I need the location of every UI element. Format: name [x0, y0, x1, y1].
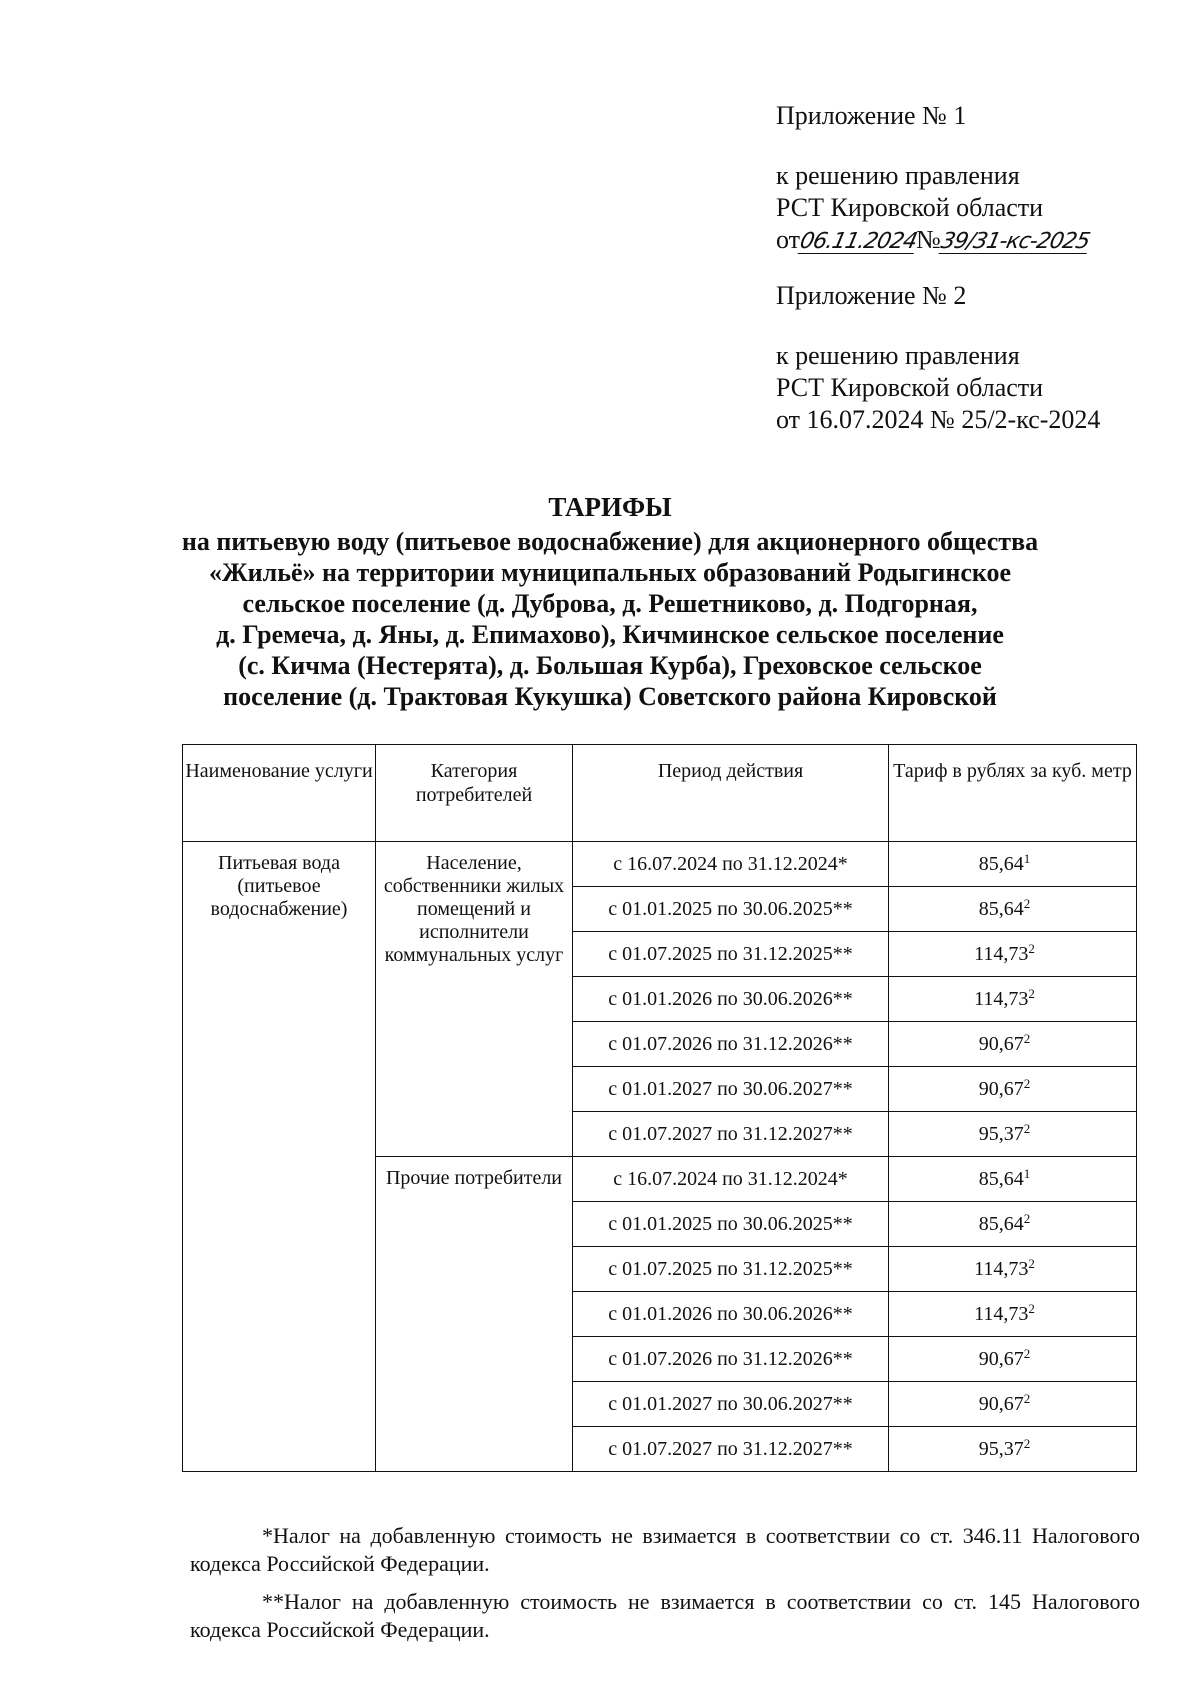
handwritten-number: 39/31-кс-2025: [938, 229, 1092, 254]
appendix-2-line1: к решению правления: [776, 341, 1020, 370]
period-cell: с 01.07.2027 по 31.12.2027**: [573, 1112, 889, 1157]
appendix-1-line1: к решению правления: [776, 161, 1020, 190]
category-cell: Прочие потребители: [376, 1157, 573, 1472]
period-cell: с 16.07.2024 по 31.12.2024*: [573, 842, 889, 887]
period-cell: с 01.07.2025 по 31.12.2025**: [573, 1247, 889, 1292]
tariff-cell: 85,64$^1$: [889, 842, 1137, 887]
period-cell: с 16.07.2024 по 31.12.2024*: [573, 1157, 889, 1202]
footnote-vat-346: *Налог на добавленную стоимость не взимается в соответствии со ст. 346.11 Налогового кодекса Российской Федерации.: [190, 1523, 1140, 1576]
heading-line: на питьевую воду (питьевое водоснабжение) для акционерного общества: [181, 527, 1039, 556]
appendix-1-title: Приложение № 1: [776, 101, 967, 130]
appendix-2-block: [776, 280, 1176, 436]
header-category: Категория потребителей: [376, 745, 573, 842]
period-cell: с 01.01.2025 по 30.06.2025**: [573, 887, 889, 932]
from-label: от: [776, 225, 801, 254]
tariff-cell: 90,67$^2$: [889, 1337, 1137, 1382]
appendix-1-line2: РСТ Кировской области: [776, 193, 1044, 222]
document-title: ТАРИФЫ: [548, 492, 672, 522]
period-cell: с 01.07.2026 по 31.12.2026**: [573, 1022, 889, 1067]
table-row: [183, 842, 1137, 887]
period-cell: с 01.07.2026 по 31.12.2026**: [573, 1337, 889, 1382]
heading-line: сельское поселение (д. Дуброва, д. Решетниково, д. Подгорная,: [242, 589, 978, 618]
heading-line: поселение (д. Трактовая Кукушка) Советского района Кировской: [223, 682, 997, 711]
category-cell: Население, собственники жилых помещений и исполнители коммунальных услуг: [376, 842, 573, 1157]
period-cell: с 01.01.2027 по 30.06.2027**: [573, 1382, 889, 1427]
period-cell: с 01.07.2025 по 31.12.2025**: [573, 932, 889, 977]
period-cell: с 01.01.2025 по 30.06.2025**: [573, 1202, 889, 1247]
tariff-cell: 90,67$^2$: [889, 1382, 1137, 1427]
tariff-cell: 114,73$^2$: [889, 977, 1137, 1022]
header-service: Наименование услуги: [183, 745, 376, 842]
tariff-cell: 114,73$^2$: [889, 1292, 1137, 1337]
appendix-2-title: Приложение № 2: [776, 281, 967, 310]
tariff-cell: 90,67$^2$: [889, 1067, 1137, 1112]
tariff-table: [182, 744, 1137, 1472]
tariff-cell: 85,64$^2$: [889, 887, 1137, 932]
appendix-1-decision-ref: [776, 224, 1176, 256]
appendix-2-line3: от 16.07.2024 № 25/2-кс-2024: [776, 405, 1101, 434]
header-tariff: Тариф в рублях за куб. метр: [889, 745, 1137, 842]
tariff-cell: 95,37$^2$: [889, 1427, 1137, 1472]
period-cell: с 01.01.2026 по 30.06.2026**: [573, 977, 889, 1022]
document-heading: [140, 492, 1080, 712]
tariff-cell: 114,73$^2$: [889, 932, 1137, 977]
tariff-cell: 114,73$^2$: [889, 1247, 1137, 1292]
appendix-2-line2: РСТ Кировской области: [776, 373, 1044, 402]
tariff-cell: 90,67$^2$: [889, 1022, 1137, 1067]
appendix-1-block: [776, 100, 1176, 256]
tariff-cell: 95,37$^2$: [889, 1112, 1137, 1157]
footnote-vat-145: **Налог на добавленную стоимость не взимается в соответствии со ст. 145 Налогового кодекса Российской Федерации.: [190, 1589, 1140, 1642]
heading-line: (с. Кичма (Нестерята), д. Большая Курба), Греховское сельское: [238, 651, 982, 680]
heading-line: д. Гремеча, д. Яны, д. Епимахово), Кичминское сельское поселение: [216, 620, 1004, 649]
heading-line: «Жильё» на территории муниципальных образований Родыгинское: [208, 558, 1012, 587]
header-period: Период действия: [573, 745, 889, 842]
service-name-cell: Питьевая вода (питьевое водоснабжение): [183, 842, 376, 1472]
handwritten-date: 06.11.2024: [797, 229, 919, 254]
period-cell: с 01.07.2027 по 31.12.2027**: [573, 1427, 889, 1472]
period-cell: с 01.01.2026 по 30.06.2026**: [573, 1292, 889, 1337]
period-cell: с 01.01.2027 по 30.06.2027**: [573, 1067, 889, 1112]
tariff-cell: 85,64$^2$: [889, 1202, 1137, 1247]
tariff-cell: 85,64$^1$: [889, 1157, 1137, 1202]
number-label: №: [916, 225, 941, 254]
footnotes: [190, 1522, 1140, 1654]
table-header-row: [183, 745, 1137, 842]
